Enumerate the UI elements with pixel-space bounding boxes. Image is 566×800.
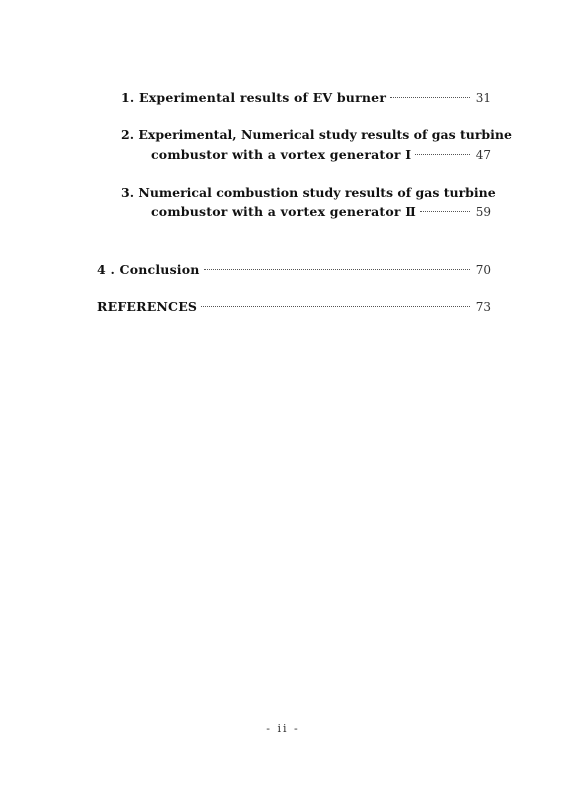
toc-entry-experimental-numerical-study (151, 147, 491, 163)
toc-entry-title: 4 . Conclusion (97, 262, 200, 277)
toc-entry-numerical-combustion-study (151, 204, 491, 220)
dot-leader (201, 306, 470, 307)
dot-leader (415, 154, 469, 155)
toc-page-number: 47 (475, 148, 491, 162)
toc-entry-title: REFERENCES (97, 299, 198, 314)
toc-page-number: 73 (475, 300, 491, 314)
toc-page-number: 70 (475, 263, 491, 277)
toc-entry-title-line2: combustor with a vortex generator Ⅰ (151, 147, 412, 162)
page-footer-number: - ii - (266, 722, 300, 735)
dot-leader (204, 269, 470, 270)
toc-entry-title-line2: combustor with a vortex generator Ⅱ (151, 204, 416, 219)
toc-page-number: 59 (475, 205, 491, 219)
toc-entry-title-line1: 2. Experimental, Numerical study results of gas turbine (121, 127, 512, 142)
toc-entry-experimental-results-ev-burner (121, 90, 491, 106)
toc-entry-references (97, 299, 491, 315)
dot-leader (390, 97, 470, 98)
dot-leader (420, 211, 470, 212)
toc-entry-conclusion (97, 262, 491, 278)
toc-page-number: 31 (475, 91, 491, 105)
toc-entry-title: 1. Experimental results of EV burner (121, 90, 387, 105)
toc-entry-title-line1: 3. Numerical combustion study results of gas turbine (121, 185, 496, 200)
